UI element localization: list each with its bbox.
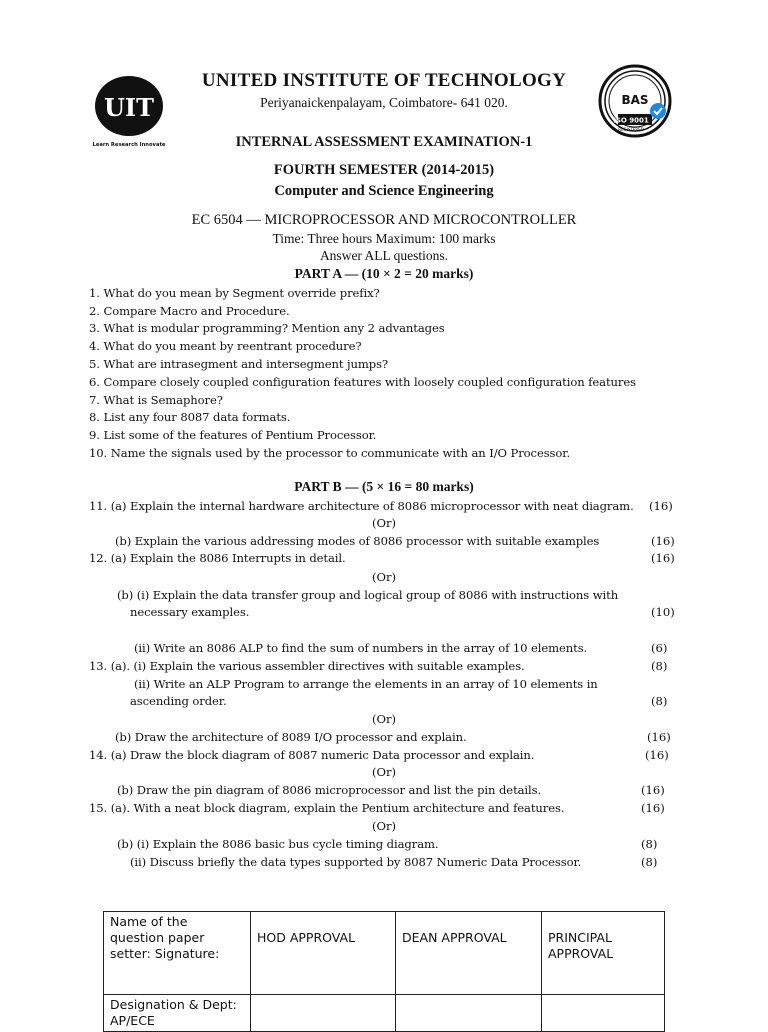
question-5: 5. What are intrasegment and intersegment jumps? [89,357,389,371]
instruction: Answer ALL questions. [319,248,449,263]
or-label: (Or) [371,765,397,779]
dean-approval-cell: DEAN APPROVAL [396,912,542,995]
q14a: 14. (a) Draw the block diagram of 8087 numeric Data processor and explain. [89,748,535,762]
institute-name: UNITED INSTITUTE OF TECHNOLOGY [201,70,567,91]
principal-signature-cell [542,995,665,1032]
part-b-heading: PART B — (5 × 16 = 80 marks) [294,479,474,494]
q12b-ii-marks: (6) [651,641,668,655]
q12b-ii: (ii) Write an 8086 ALP to find the sum of numbers in the array of 10 elements. [134,641,588,655]
question-3: 3. What is modular programming? Mention any 2 advantages [89,321,445,335]
q11b-marks: (16) [651,534,675,548]
q11a: 11. (a) Explain the internal hardware architecture of 8086 microprocessor with neat diagram. [89,499,634,513]
hod-signature-cell [251,995,396,1032]
setter-cell: Name of the question paper setter: Signature: [104,912,251,995]
q13a-ii-marks: (8) [651,694,668,708]
principal-approval-cell: PRINCIPAL APPROVAL [542,912,665,995]
question-6: 6. Compare closely coupled configuration features with loosely coupled configuration features [89,375,636,389]
q13b-marks: (16) [647,730,671,744]
q15b-i: (b) (i) Explain the 8086 basic bus cycle timing diagram. [117,837,439,851]
q12a: 12. (a) Explain the 8086 Interrupts in detail. [89,551,346,565]
question-9: 9. List some of the features of Pentium Processor. [89,428,377,442]
q13b: (b) Draw the architecture of 8089 I/O processor and explain. [115,730,467,744]
q14b-marks: (16) [641,783,665,797]
q15b-ii-marks: (8) [641,855,658,869]
q14b: (b) Draw the pin diagram of 8086 microprocessor and list the pin details. [117,783,542,797]
q15a-marks: (16) [641,801,665,815]
department: Computer and Science Engineering [274,183,494,199]
time-marks: Time: Three hours Maximum: 100 marks [272,231,496,246]
iso-cert-text: ISO 9001 [613,116,649,125]
table-row [104,995,665,1032]
question-7: 7. What is Semaphore? [89,393,223,407]
semester: FOURTH SEMESTER (2014-2015) [273,162,495,178]
dean-signature-cell [396,995,542,1032]
or-label: (Or) [371,819,397,833]
q14a-marks: (16) [645,748,669,762]
q13a-i: 13. (a). (i) Explain the various assembler directives with suitable examples. [89,659,525,673]
question-8: 8. List any four 8087 data formats. [89,410,291,424]
q11b: (b) Explain the various addressing modes of 8086 processor with suitable examples [115,534,600,548]
course-title: EC 6504 — MICROPROCESSOR AND MICROCONTROLLER [191,212,577,228]
q15b-i-marks: (8) [641,837,658,851]
q13a-i-marks: (8) [651,659,668,673]
q15b-ii: (ii) Discuss briefly the data types supported by 8087 Numeric Data Processor. [130,855,582,869]
q12b-i-cont: necessary examples. [130,605,250,619]
q15a: 15. (a). With a neat block diagram, explain the Pentium architecture and features. [89,801,565,815]
uit-logo-tagline: Learn Research Innovate [92,142,166,148]
uit-logo-text: UIT [103,93,155,122]
hod-approval-cell: HOD APPROVAL [251,912,396,995]
q13a-ii: (ii) Write an ALP Program to arrange the elements in an array of 10 elements in [134,677,598,691]
q12a-marks: (16) [651,551,675,565]
designation-cell: Designation & Dept: AP/ECE [104,995,251,1032]
iso-sub-text: REGISTERED [618,127,644,132]
or-label: (Or) [371,570,397,584]
or-label: (Or) [371,712,397,726]
q11a-marks: (16) [649,499,673,513]
part-a-heading: PART A — (10 × 2 = 20 marks) [294,266,474,281]
question-10: 10. Name the signals used by the processor to communicate with an I/O Processor. [89,446,571,460]
table-row [104,912,665,995]
bas-logo-text: BAS [621,93,649,107]
approval-table [103,911,665,1032]
exam-title: INTERNAL ASSESSMENT EXAMINATION-1 [235,134,533,150]
q13a-ii-cont: ascending order. [130,694,227,708]
institute-address: Periyanaickenpalayam, Coimbatore- 641 020. [260,95,508,110]
question-2: 2. Compare Macro and Procedure. [89,304,290,318]
question-4: 4. What do you meant by reentrant procedure? [89,339,362,353]
question-1: 1. What do you mean by Segment override prefix? [89,286,380,300]
or-label: (Or) [371,516,397,530]
q12b-i-marks: (10) [651,605,675,619]
q12b-i: (b) (i) Explain the data transfer group and logical group of 8086 with instructions with [117,588,619,602]
